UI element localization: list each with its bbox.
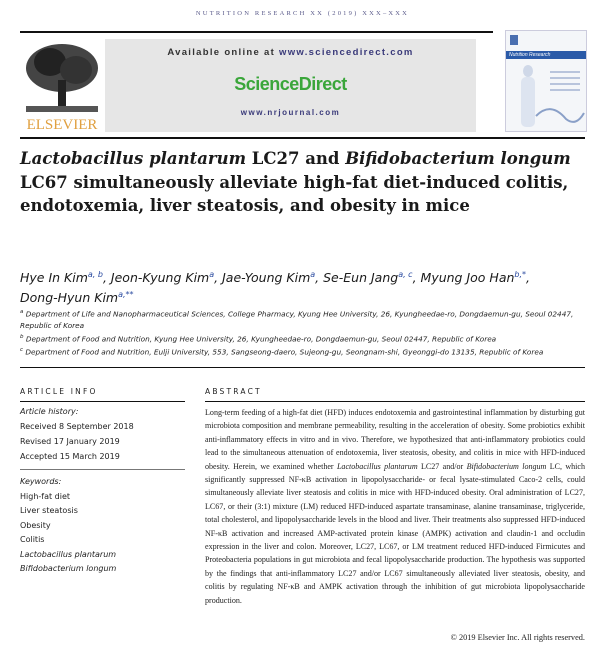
- cover-title: Nutrition Research: [506, 51, 586, 59]
- author-name: Se-Eun Jang: [323, 270, 399, 286]
- elsevier-wordmark: ELSEVIER: [26, 117, 98, 132]
- author-affil-mark: a: [209, 270, 215, 279]
- affil-mark: c: [20, 347, 24, 353]
- elsevier-tree-icon: [20, 40, 104, 132]
- keywords-rule: [20, 469, 185, 470]
- abstract-species: Bifidobacterium longum: [466, 461, 547, 471]
- sciencedirect-banner: [105, 39, 476, 132]
- accepted-date: Accepted 15 March 2019: [20, 452, 120, 461]
- author-name: Myung Joo Han: [420, 270, 515, 286]
- abstract-part: LC, which significantly suppressed NF-κB activation in lipopolysaccharide- or fecal lysate-stimulated Caco-2 cells, could simultaneously alleviate liver steatosis and colitis in mice with HFD-induced obesity. Oral administration of LC27, LC67, or their (3:1) mixture (LM) reduced HFD-induced aspartate transaminase, alanine transaminase, triglyceride, total cholesterol, and lipopolysaccharide levels in the blood and liver. Their treatments also suppressed HFD-induced NF-κB activation and increased AMP-activated protein kinase (AMPK) activation and claudin-1 and occludin expression in the liver and colon. Moreover, LC27, LC67, or LM treatment reduced HFD-induced Firmicutes and Proteobacteria populations in gut microbiota and fecal lipopolysaccharide production. The hypothesis was supported by the findings that anti-inflammatory LC27 and/or LC67 simultaneously alleviated liver steatosis, obesity, and colitis by regulating NF-κB and AMPK activation through the inhibition of gut microbiota lipopolysaccharide production.: [205, 461, 586, 605]
- abstract-text: [205, 406, 585, 607]
- separator: ,: [412, 270, 421, 286]
- affil-text: Department of Food and Nutrition, Kyung Hee University, 26, Kyungheedae-ro, Dongdaemun-gu, Seoul 02447, Republic of Korea: [25, 334, 497, 344]
- separator: ,: [526, 270, 531, 286]
- author[interactable]: [111, 270, 214, 285]
- author[interactable]: [323, 270, 412, 285]
- author-name: Hye In Kim: [20, 270, 88, 286]
- journal-header: NUTRITION RESEARCH XX (2019) XXX–XXX: [195, 10, 410, 17]
- top-rule: [20, 31, 493, 33]
- separator: ,: [315, 270, 324, 286]
- author[interactable]: [20, 290, 134, 305]
- author-affil-mark: a, b: [87, 270, 103, 279]
- keyword[interactable]: Bifidobacterium longum: [20, 564, 117, 573]
- affil-mark: b: [20, 334, 24, 340]
- abstract-part: Long-term feeding of a high-fat diet (HFD) induces endotoxemia and gastrointestinal inflammation by disturbing gut microbiota composition and membrane permeability, resulting in the acceleration of obesity. Some probiotics exhibit anti-inflammatory effects in vitro and in vivo. Therefore, we hypothesized that anti-inflammatory probiotics could lead to the simultaneous attenuation of endotoxemia, liver steatosis, obesity, and colitis in mice with HFD-induced obesity. Herein, we examined whether: [205, 408, 585, 471]
- sciencedirect-url[interactable]: www.sciencedirect.com: [279, 47, 414, 58]
- title-italic-2: Bifidobacterium longum: [345, 149, 571, 168]
- header-bottom-rule: [20, 137, 585, 139]
- affil-text: Department of Life and Nanopharmaceutical Sciences, College Pharmacy, Kyung Hee University, 26, Kyungheedae-ro, Dongdaemun-gu, Seoul 02447, Republic of Korea: [20, 309, 574, 330]
- author-affil-mark: a, c: [398, 270, 413, 279]
- received-date: Received 8 September 2018: [20, 422, 134, 431]
- author-name: Jeon-Kyung Kim: [110, 270, 210, 286]
- separator: ,: [102, 270, 111, 286]
- author[interactable]: [222, 270, 315, 285]
- cover-logo-icon: [510, 35, 518, 45]
- keyword[interactable]: High-fat diet: [20, 491, 71, 501]
- article-history: [20, 404, 190, 464]
- cover-figure-icon: [506, 61, 586, 131]
- title-part-1: LC27 and: [246, 149, 346, 168]
- author-name: Jae-Young Kim: [222, 270, 311, 286]
- article-info-rule: [20, 401, 185, 402]
- keyword[interactable]: Obesity: [20, 520, 51, 530]
- revised-date: Revised 17 January 2019: [20, 437, 120, 446]
- abstract-part: LC27 and/or: [417, 461, 467, 471]
- abstract-rule: [205, 401, 585, 402]
- author-affil-mark: b,*: [514, 270, 527, 279]
- available-prefix: Available online at: [167, 47, 280, 58]
- affiliation-c: [20, 345, 595, 358]
- title-italic-1: Lactobacillus plantarum: [20, 149, 247, 168]
- article-title: [20, 147, 580, 218]
- author[interactable]: [20, 270, 103, 285]
- keyword[interactable]: Colitis: [20, 535, 45, 544]
- elsevier-logo: [20, 40, 104, 132]
- journal-url[interactable]: www.nrjournal.com: [240, 108, 341, 117]
- abstract-species: Lactobacillus plantarum: [336, 461, 418, 471]
- affil-text: Department of Food and Nutrition, Eulji University, 553, Sangseong-daero, Sujeong-gu, Seongnam-shi, Gyeonggi-do 13135, Republic of Korea: [25, 347, 544, 357]
- keyword[interactable]: Liver steatosis: [20, 506, 78, 515]
- title-part-2: LC67 simultaneously alleviate high-fat diet-induced colitis, endotoxemia, liver steatosis, and obesity in mice: [20, 172, 569, 215]
- available-online: [105, 47, 476, 58]
- sciencedirect-logo: ScienceDirect: [234, 74, 347, 94]
- author[interactable]: [421, 270, 527, 285]
- author-name: Dong-Hyun Kim: [20, 290, 119, 306]
- author-affil-mark: a,**: [118, 290, 134, 300]
- keywords-label: Keywords:: [20, 477, 62, 486]
- copyright: © 2019 Elsevier Inc. All rights reserved.: [450, 633, 585, 642]
- abstract-heading: ABSTRACT: [205, 387, 262, 396]
- keyword[interactable]: Lactobacillus plantarum: [20, 549, 117, 559]
- author-list: [20, 266, 600, 306]
- author-affil-mark: a: [310, 270, 316, 279]
- keywords: [20, 475, 190, 577]
- affiliation-a: [20, 307, 595, 331]
- affil-rule: [20, 367, 585, 368]
- journal-cover: [505, 30, 587, 132]
- history-label: Article history:: [20, 407, 79, 416]
- affiliation-b: [20, 332, 595, 345]
- affil-mark: a: [20, 309, 24, 315]
- article-info-heading: ARTICLE INFO: [20, 387, 98, 396]
- separator: ,: [214, 270, 223, 286]
